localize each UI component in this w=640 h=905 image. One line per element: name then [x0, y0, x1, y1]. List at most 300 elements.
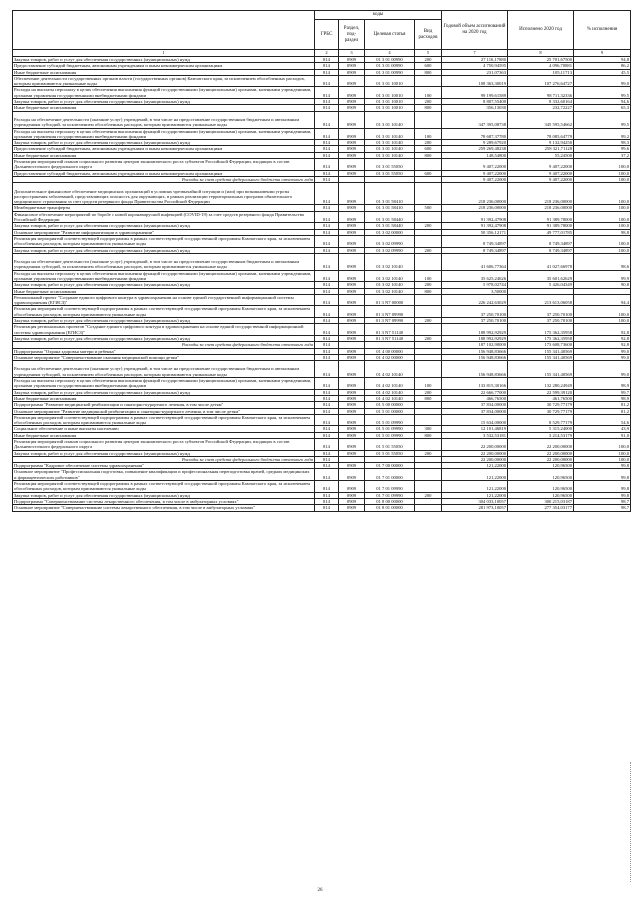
row-annual-plan: 3,50000 — [442, 288, 508, 294]
row-grbs: 814 — [315, 426, 339, 432]
row-section: 0909 — [339, 354, 365, 360]
row-executed: 213 613,06058 — [508, 294, 574, 306]
row-percent: 65,3 — [574, 105, 631, 111]
header-executed: Исполнено 2020 год — [508, 11, 574, 50]
row-expense-type: 800 — [415, 395, 442, 401]
row-executed: 155 341,40569 — [508, 361, 574, 378]
row-expense-type: 200 — [415, 140, 442, 146]
row-grbs: 814 — [315, 105, 339, 111]
row-expense-type — [415, 361, 442, 378]
row-description: Закупка товаров, работ и услуг для обеспечения государственных (муниципальных) нужд — [13, 492, 315, 498]
row-section: 0909 — [339, 170, 365, 176]
table-row — [13, 306, 631, 318]
row-annual-plan: 8 807,55400 — [442, 99, 508, 105]
row-description: Реализация мероприятий соответствующей подпрограммы в рамках соответствующей государственной программы Камчатского края, за исключением обособленных расходов, которым присваиваются уникальные коды — [13, 414, 315, 426]
row-target-article: 01 3 N7 00000 — [365, 294, 415, 306]
row-section: 0909 — [339, 229, 365, 235]
row-percent: 100,0 — [574, 306, 631, 318]
row-section: 0909 — [339, 469, 365, 481]
row-annual-plan: 8 749,34897 — [442, 235, 508, 247]
row-executed: 22 200,00000 — [508, 439, 574, 451]
row-section: 0909 — [339, 270, 365, 282]
row-executed: 107 276,64727 — [508, 75, 574, 87]
row-percent: 81,2 — [574, 402, 631, 408]
row-target-article: 01 3 01 10010 — [365, 87, 415, 99]
row-percent: 99,8 — [574, 463, 631, 469]
row-annual-plan: 35 625,24626 — [442, 270, 508, 282]
row-description: Расходы за счет средств федерального бюджета отчетного года — [13, 342, 315, 348]
row-target-article: 01 4 02 10140 — [365, 395, 415, 401]
row-description: Подпрограмма "Развитие медицинской реабилитации и санаторно-курортного лечения, в том числе детям" — [13, 402, 315, 408]
row-grbs: 814 — [315, 378, 339, 390]
row-description: Реализация региональных проектов "Создание единого цифрового контура в здравоохранении на основе единой государственной информационной системы здравоохранения (ЕГИСЗ)" — [13, 324, 315, 336]
row-grbs: 814 — [315, 69, 339, 75]
row-target-article: 01 7 01 00000 — [365, 469, 415, 481]
row-grbs: 814 — [315, 498, 339, 504]
row-expense-type — [415, 481, 442, 493]
row-annual-plan: 218 236,00000 — [442, 183, 508, 205]
row-percent: 98,8 — [574, 229, 631, 235]
page-number: 26 — [317, 888, 323, 893]
row-description: Иные бюджетные ассигнования — [13, 288, 315, 294]
row-section: 0909 — [339, 294, 365, 306]
row-section: 0909 — [339, 414, 365, 426]
row-annual-plan: 22 200,00000 — [442, 456, 508, 462]
table-row — [13, 87, 631, 99]
row-expense-type: 100 — [415, 270, 442, 282]
row-percent: 99,0 — [574, 348, 631, 354]
row-section: 0909 — [339, 152, 365, 158]
table-row — [13, 294, 631, 306]
row-percent: 94,6 — [574, 99, 631, 105]
row-executed: 120,96500 — [508, 469, 574, 481]
row-target-article: 01 3 01 00990 — [365, 69, 415, 75]
table-row — [13, 183, 631, 205]
row-section: 0909 — [339, 282, 365, 288]
row-description: Закупка товаров, работ и услуг для обеспечения государственных (муниципальных) нужд — [13, 223, 315, 229]
row-executed: 8 749,34897 — [508, 235, 574, 247]
row-annual-plan: 22 200,00000 — [442, 439, 508, 451]
row-percent: 94,8 — [574, 57, 631, 63]
row-executed: 120,96500 — [508, 492, 574, 498]
row-expense-type: 200 — [415, 282, 442, 288]
row-description: Основное мероприятие "Развитие информатизации в здравоохранении" — [13, 229, 315, 235]
row-grbs: 814 — [315, 57, 339, 63]
row-executed: 41 027,66978 — [508, 253, 574, 270]
row-percent: 81,2 — [574, 408, 631, 414]
row-percent: 99,0 — [574, 75, 631, 87]
row-description: Расходы на выплаты персоналу в целях обеспечения выполнения функций государственными (муниципальными) органами, казенными учреждениями, органами управления государственными внебюджетными фондами — [13, 87, 315, 99]
row-section: 0909 — [339, 87, 365, 99]
row-target-article: 01 5 01 55050 — [365, 439, 415, 451]
column-number: 3 — [339, 50, 365, 57]
row-description: Закупка товаров, работ и услуг для обеспечения государственных (муниципальных) нужд — [13, 282, 315, 288]
row-executed: 120,96500 — [508, 481, 574, 493]
row-description: Расходы за счет средств федерального бюджета отчетного года — [13, 456, 315, 462]
row-target-article: 01 5 00 00000 — [365, 402, 415, 408]
row-expense-type: 800 — [415, 432, 442, 438]
table-row — [13, 111, 631, 128]
row-description: Реализация мероприятий соответствующей подпрограммы в рамках соответствующей государственной программы Камчатского края, за исключением обособленных расходов, которым присваиваются уникальные коды — [13, 306, 315, 318]
row-grbs: 814 — [315, 463, 339, 469]
row-annual-plan: 22 666,77000 — [442, 389, 508, 395]
row-grbs: 814 — [315, 492, 339, 498]
row-annual-plan: 188 992,92929 — [442, 335, 508, 341]
row-expense-type: 300 — [415, 426, 442, 432]
row-target-article: 01 3 01 10010 — [365, 105, 415, 111]
row-section: 0909 — [339, 111, 365, 128]
row-description: Расходы на обеспечение деятельности (оказание услуг) учреждений, в том числе на предоставление государственным бюджетным и автономным учреждениям субсидий, за исключением обособленных расходов, которым присваиваются уникальные коды — [13, 361, 315, 378]
row-description: Подпрограмма "Совершенствование системы лекарственного обеспечения, в том числе в амбулаторных условиях" — [13, 498, 315, 504]
row-annual-plan: 156 948,83666 — [442, 361, 508, 378]
row-executed: 132 280,24949 — [508, 378, 574, 390]
row-executed: 258 321,71128 — [508, 146, 574, 152]
row-percent: 98,7 — [574, 505, 631, 511]
row-target-article: 01 5 01 09990 — [365, 432, 415, 438]
row-expense-type: 800 — [415, 69, 442, 75]
row-expense-type: 500 — [415, 205, 442, 211]
row-annual-plan: 91 392,47908 — [442, 211, 508, 223]
row-annual-plan: 4 750,94595 — [442, 63, 508, 69]
row-description: Дополнительное финансовое обеспечение медицинских организаций в условиях чрезвычайной ситуации и (или) при возникновении угрозы распространения заболеваний, представляющих опасность для окружающих, в рамках реализации территориальных программ обязательного медицинского страхования за счет средств резервного фонда Правительства Российской Федерации — [13, 183, 315, 205]
row-executed: 9 407,22000 — [508, 176, 574, 182]
row-target-article: 01 3 01 10010 — [365, 75, 415, 87]
row-grbs: 814 — [315, 335, 339, 341]
row-expense-type: 200 — [415, 389, 442, 395]
row-description: Закупка товаров, работ и услуг для обеспечения государственных (муниципальных) нужд — [13, 57, 315, 63]
column-numbers-row — [13, 50, 631, 57]
row-target-article: 01 3 01 55050 — [365, 170, 415, 176]
row-target-article: 01 4 00 00000 — [365, 348, 415, 354]
row-section: 0909 — [339, 324, 365, 336]
row-percent: 100,0 — [574, 176, 631, 182]
row-percent: 100,0 — [574, 456, 631, 462]
row-executed: 98 711,32336 — [508, 87, 574, 99]
row-grbs: 814 — [315, 361, 339, 378]
row-target-article: 01 3 01 00990 — [365, 63, 415, 69]
row-target-article: 01 3 01 58440 — [365, 223, 415, 229]
header-annual-plan: Годовой объем ассигнований на 2020 год — [442, 11, 508, 50]
row-section: 0909 — [339, 140, 365, 146]
row-annual-plan: 121,22000 — [442, 469, 508, 481]
row-percent: 100,0 — [574, 205, 631, 211]
row-grbs: 814 — [315, 282, 339, 288]
row-annual-plan: 9 407,22000 — [442, 159, 508, 171]
row-description: Реализация мероприятий планов социального развития центров экономического роста субъектов Российской Федерации, входящих в состав Дальневосточного федерального округа — [13, 439, 315, 451]
row-section: 0909 — [339, 69, 365, 75]
table-row — [13, 75, 631, 87]
row-grbs: 814 — [315, 306, 339, 318]
row-executed: 155 341,40569 — [508, 348, 574, 354]
header-codes: коды — [315, 11, 442, 20]
row-annual-plan: 466,76500 — [442, 395, 508, 401]
table-body — [13, 57, 631, 512]
row-annual-plan: 347 395,08738 — [442, 111, 508, 128]
row-executed: 35 601,62629 — [508, 270, 574, 282]
row-annual-plan: 259 269,48238 — [442, 146, 508, 152]
row-percent: 100,0 — [574, 235, 631, 247]
table-row — [13, 211, 631, 223]
row-annual-plan: 8 749,34897 — [442, 247, 508, 253]
row-description: Закупка товаров, работ и услуг для обеспечения государственных (муниципальных) нужд — [13, 450, 315, 456]
table-row — [13, 159, 631, 171]
row-section: 0909 — [339, 402, 365, 408]
row-target-article: 01 3 01 10140 — [365, 111, 415, 128]
row-annual-plan: 37 834,00000 — [442, 402, 508, 408]
row-section: 0909 — [339, 426, 365, 432]
row-grbs: 814 — [315, 63, 339, 69]
row-target-article: 01 3 01 10140 — [365, 128, 415, 140]
row-percent: 99,5 — [574, 111, 631, 128]
row-section: 0909 — [339, 146, 365, 152]
header-percent: % исполнения — [574, 11, 631, 50]
column-number: 4 — [365, 50, 415, 57]
row-grbs: 814 — [315, 342, 339, 348]
row-expense-type: 200 — [415, 318, 442, 324]
row-description: Региональный проект "Создание единого цифрового контура в здравоохранении на основе единой государственной информационной системы здравоохранения (ЕГИСЗ)" — [13, 294, 315, 306]
row-target-article: 01 4 02 00000 — [365, 354, 415, 360]
row-percent: 100,0 — [574, 183, 631, 205]
row-section: 0909 — [339, 253, 365, 270]
row-annual-plan: 9 407,22000 — [442, 176, 508, 182]
row-target-article: 01 5 01 55050 — [365, 450, 415, 456]
row-executed: 78 085,64779 — [508, 128, 574, 140]
row-annual-plan: 156 948,83666 — [442, 354, 508, 360]
row-annual-plan: 15 634,00000 — [442, 414, 508, 426]
table-row — [13, 414, 631, 426]
row-grbs: 814 — [315, 253, 339, 270]
row-executed: 232,72227 — [508, 105, 574, 111]
row-percent: 92,8 — [574, 342, 631, 348]
row-executed: 218 236,00000 — [508, 205, 574, 211]
row-executed: 105,11713 — [508, 69, 574, 75]
row-grbs: 814 — [315, 223, 339, 229]
row-percent: 100,0 — [574, 450, 631, 456]
row-grbs: 814 — [315, 170, 339, 176]
row-target-article: 01 4 02 10140 — [365, 361, 415, 378]
row-grbs: 814 — [315, 99, 339, 105]
row-description: Основное мероприятие "Развитие медицинской реабилитации и санаторно-курортного лечения, в том числе детям" — [13, 408, 315, 414]
row-grbs: 814 — [315, 159, 339, 171]
row-annual-plan: 9 407,22000 — [442, 170, 508, 176]
row-expense-type: 800 — [415, 152, 442, 158]
column-number: 5 — [415, 50, 442, 57]
table-row — [13, 128, 631, 140]
row-expense-type — [415, 159, 442, 171]
row-description: Основное мероприятие "Профессиональная подготовка, повышение квалификации и профессиональная переподготовка врачей, средних медицинских и фармацевтических работников" — [13, 469, 315, 481]
row-executed: 155 341,40569 — [508, 354, 574, 360]
row-executed: 55,24500 — [508, 152, 574, 158]
row-expense-type — [415, 111, 442, 128]
table-row — [13, 324, 631, 336]
row-expense-type — [415, 439, 442, 451]
row-expense-type — [415, 414, 442, 426]
row-description: Закупка товаров, работ и услуг для обеспечения государственных (муниципальных) нужд — [13, 140, 315, 146]
row-description: Закупка товаров, работ и услуг для обеспечения государственных (муниципальных) нужд — [13, 318, 315, 324]
row-target-article: 01 3 N7 51140 — [365, 335, 415, 341]
header-target-article: Целевая статья — [365, 20, 415, 50]
row-grbs: 814 — [315, 456, 339, 462]
row-target-article: 01 3 02 10140 — [365, 288, 415, 294]
row-expense-type: 200 — [415, 492, 442, 498]
row-annual-plan: 22 200,00000 — [442, 450, 508, 456]
row-executed: 30 729,77179 — [508, 408, 574, 414]
row-expense-type — [415, 469, 442, 481]
row-description: Предоставление субсидий бюджетным, автономным учреждениям и иным некоммерческим организациям — [13, 146, 315, 152]
table-row — [13, 361, 631, 378]
row-executed: 25 701,67500 — [508, 57, 574, 63]
row-executed: 4 096,70881 — [508, 63, 574, 69]
row-percent: 99,9 — [574, 270, 631, 282]
row-grbs: 814 — [315, 176, 339, 182]
row-target-article: 01 3 01 55050 — [365, 159, 415, 171]
row-section: 0909 — [339, 481, 365, 493]
row-expense-type: 100 — [415, 378, 442, 390]
row-percent: 94,4 — [574, 294, 631, 306]
row-percent: 100,0 — [574, 318, 631, 324]
row-expense-type — [415, 306, 442, 318]
row-percent: 99,8 — [574, 492, 631, 498]
row-target-article: 01 3 N7 09990 — [365, 306, 415, 318]
row-grbs: 814 — [315, 354, 339, 360]
row-description: Подпрограмма "Кадровое обеспечение системы здравоохранения" — [13, 463, 315, 469]
row-percent: 92,8 — [574, 324, 631, 336]
row-annual-plan: 218 236,00000 — [442, 205, 508, 211]
row-target-article: 01 3 02 09990 — [365, 235, 415, 247]
row-section: 0909 — [339, 99, 365, 105]
row-annual-plan: 281 973,10057 — [442, 505, 508, 511]
row-grbs: 814 — [315, 432, 339, 438]
row-executed: 37 250,70100 — [508, 306, 574, 318]
row-annual-plan: 41 606,77364 — [442, 253, 508, 270]
row-target-article: 01 5 01 09990 — [365, 414, 415, 426]
row-executed: 37 250,70100 — [508, 318, 574, 324]
row-description: Реализация мероприятий планов социального развития центров экономического роста субъектов Российской Федерации, входящих в состав Дальневосточного федерального округа — [13, 159, 315, 171]
row-annual-plan: 121,22000 — [442, 492, 508, 498]
row-description: Иные бюджетные ассигнования — [13, 152, 315, 158]
row-section: 0909 — [339, 395, 365, 401]
row-grbs: 814 — [315, 146, 339, 152]
row-executed: 5 426,04349 — [508, 282, 574, 288]
row-executed: 9 407,22000 — [508, 159, 574, 171]
row-percent: 92,8 — [574, 335, 631, 341]
row-executed: 22 599,39120 — [508, 389, 574, 395]
row-annual-plan: 9 289,67920 — [442, 140, 508, 146]
row-grbs: 814 — [315, 395, 339, 401]
row-section: 0909 — [339, 348, 365, 354]
row-target-article: 01 3 01 10010 — [365, 99, 415, 105]
row-executed: 9 407,22000 — [508, 170, 574, 176]
row-percent: 100,0 — [574, 211, 631, 223]
row-percent: 91,0 — [574, 432, 631, 438]
row-section: 0909 — [339, 505, 365, 511]
row-executed: 120,96500 — [508, 463, 574, 469]
budget-execution-table — [12, 10, 631, 512]
row-percent: 99,0 — [574, 354, 631, 360]
row-percent: 99,7 — [574, 389, 631, 395]
row-executed: 3 214,53179 — [508, 432, 574, 438]
row-expense-type: 600 — [415, 170, 442, 176]
row-description: Финансовое обеспечение мероприятий по борьбе с новой коронавирусной инфекцией (COVID-19) за счет средств резервного фонда Правительства Российской Федерации — [13, 211, 315, 223]
row-executed: 345 595,54662 — [508, 111, 574, 128]
budget-report-page — [12, 10, 630, 890]
table-row — [13, 505, 631, 511]
row-target-article: 01 3 02 00000 — [365, 229, 415, 235]
row-percent: 43,9 — [574, 426, 631, 432]
row-executed: 8 332,60164 — [508, 99, 574, 105]
row-expense-type: 600 — [415, 63, 442, 69]
row-annual-plan: 108 363,30019 — [442, 75, 508, 87]
row-grbs: 814 — [315, 481, 339, 493]
row-annual-plan: 78 687,37780 — [442, 128, 508, 140]
row-section: 0909 — [339, 247, 365, 253]
column-number: 9 — [574, 50, 631, 57]
row-expense-type — [415, 505, 442, 511]
row-grbs: 814 — [315, 140, 339, 146]
row-annual-plan: 5 978,02744 — [442, 282, 508, 288]
row-expense-type: 800 — [415, 288, 442, 294]
row-grbs: 814 — [315, 294, 339, 306]
row-section: 0909 — [339, 318, 365, 324]
row-target-article: 01 3 01 10140 — [365, 146, 415, 152]
row-target-article: 01 3 02 10140 — [365, 270, 415, 282]
row-section: 0909 — [339, 432, 365, 438]
row-description: Подпрограмма "Охрана здоровья матери и ребенка" — [13, 348, 315, 354]
table-row — [13, 270, 631, 282]
row-description: Реализация мероприятий соответствующей подпрограммы в рамках соответствующей государственной программы Камчатского края, за исключением обособленных расходов, которым присваиваются уникальные коды — [13, 481, 315, 493]
row-expense-type: 200 — [415, 247, 442, 253]
row-expense-type — [415, 211, 442, 223]
row-executed: 5 315,24000 — [508, 426, 574, 432]
row-percent: 100,0 — [574, 159, 631, 171]
row-executed: 22 200,00000 — [508, 450, 574, 456]
row-description: Закупка товаров, работ и услуг для обеспечения государственных (муниципальных) нужд — [13, 247, 315, 253]
row-annual-plan: 37 250,70100 — [442, 306, 508, 318]
row-section: 0909 — [339, 57, 365, 63]
row-executed: 175 362,35958 — [508, 324, 574, 336]
row-percent: 99,8 — [574, 481, 631, 493]
row-section: 0909 — [339, 235, 365, 247]
row-expense-type: 200 — [415, 335, 442, 341]
row-section: 0909 — [339, 378, 365, 390]
row-description: Предоставление субсидий бюджетным, автономным учреждениям и иным некоммерческим организациям — [13, 170, 315, 176]
column-number: 2 — [315, 50, 339, 57]
row-executed: 91 389,78000 — [508, 211, 574, 223]
row-target-article: 01 7 01 09990 — [365, 481, 415, 493]
row-executed: 277 354,03177 — [508, 505, 574, 511]
table-row — [13, 469, 631, 481]
row-description: Расходы на выплаты персоналу в целях обеспечения выполнения функций государственными (муниципальными) органами, казенными учреждениями, органами управления государственными внебюджетными фондами — [13, 270, 315, 282]
row-description: Предоставление субсидий бюджетным, автономным учреждениям и иным некоммерческим организациям — [13, 63, 315, 69]
row-description: Основное мероприятие "Совершенствование системы лекарственного обеспечения, в том числе в амбулаторных условиях" — [13, 505, 315, 511]
row-expense-type: 800 — [415, 105, 442, 111]
row-annual-plan: 121,22000 — [442, 481, 508, 493]
row-executed: 49 777,01785 — [508, 229, 574, 235]
row-annual-plan: 3 532,53181 — [442, 432, 508, 438]
row-percent: 98,9 — [574, 395, 631, 401]
table-row — [13, 439, 631, 451]
row-percent: 86,2 — [574, 63, 631, 69]
row-expense-type — [415, 253, 442, 270]
row-grbs: 814 — [315, 87, 339, 99]
row-target-article: 01 7 01 09990 — [365, 492, 415, 498]
table-row — [13, 253, 631, 270]
row-annual-plan: 226 242,63029 — [442, 294, 508, 306]
row-percent: 37,2 — [574, 152, 631, 158]
row-target-article: 01 3 02 10140 — [365, 253, 415, 270]
row-grbs: 814 — [315, 288, 339, 294]
row-grbs: 814 — [315, 152, 339, 158]
